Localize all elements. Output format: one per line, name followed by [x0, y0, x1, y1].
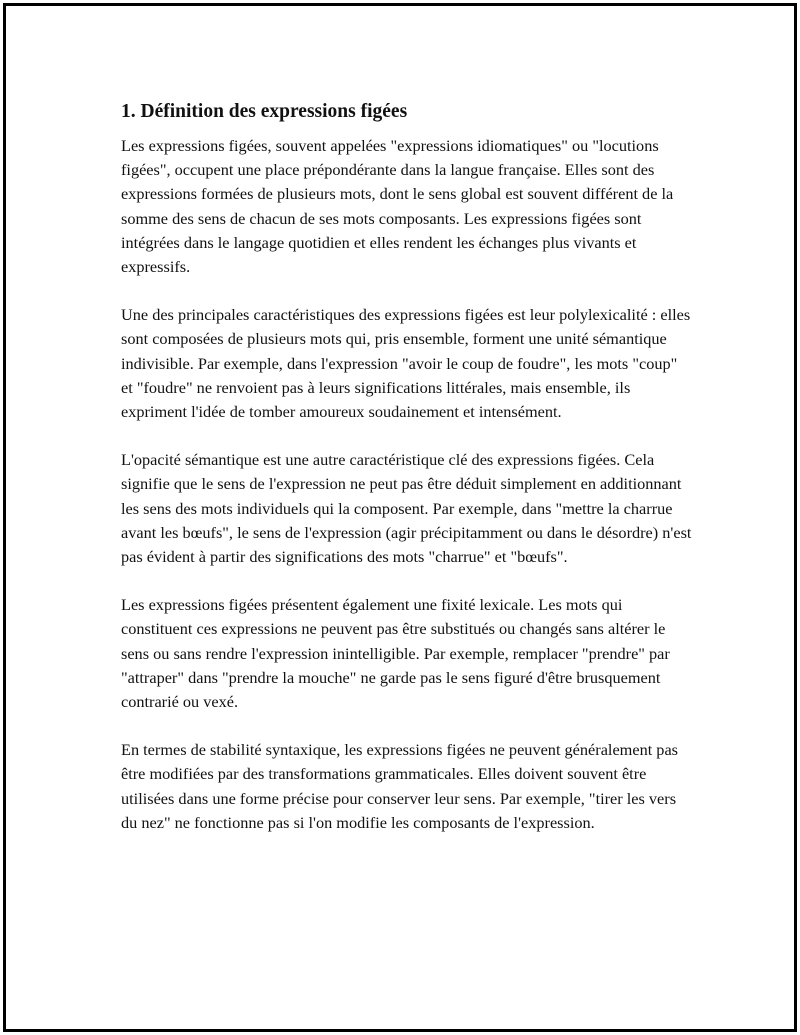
paragraph-opacite-semantique: L'opacité sémantique est une autre caractéristique clé des expressions figées. Cela signifie que le sens de l'expression ne peut pas être déduit simplement en additionnant les sens des mots individuels qui la composent. Par exemple, dans "mettre la charrue avant les bœufs", le sens de l'expression (agir précipitamment ou dans le désordre) n'est pas évident à partir des significations des mots "charrue" et "bœufs".	[121, 450, 692, 567]
paragraph-intro: Les expressions figées, souvent appelées "expressions idiomatiques" ou "locutions figées", occupent une place prépondérante dans la langue française. Elles sont des expressions formées de plusieurs mots, dont le sens global est souvent différent de la somme des sens de chacun de ses mots composants. Les expressions figées sont intégrées dans le langage quotidien et elles rendent les échanges plus vivants et expressifs.	[121, 136, 674, 277]
document-body	[121, 99, 693, 859]
section-heading: 1. Définition des expressions figées	[121, 101, 408, 122]
paragraph-fixite-lexicale: Les expressions figées présentent également une fixité lexicale. Les mots qui constituent ces expressions ne peuvent pas être substitués ou changés sans altérer le sens ou sans rendre l'expression inintelligible. Par exemple, remplacer "prendre" par "attraper" dans "prendre la mouche" ne garde pas le sens figuré d'être brusquement contrarié ou vexé.	[121, 595, 670, 712]
paragraph-polylexicalite: Une des principales caractéristiques des expressions figées est leur polylexicalité : elles sont composées de plusieurs mots qui, pris ensemble, forment une unité sémantique indivisible. Par exemple, dans l'expression "avoir le coup de foudre", les mots "coup" et "foudre" ne renvoient pas à leurs significations littérales, mais ensemble, ils expriment l'idée de tomber amoureux soudainement et intensément.	[121, 305, 691, 422]
page-frame	[3, 3, 797, 1032]
paragraph-stabilite-syntaxique: En termes de stabilité syntaxique, les expressions figées ne peuvent généralement pas être modifiées par des transformations grammaticales. Elles doivent souvent être utilisées dans une forme précise pour conserver leur sens. Par exemple, "tirer les vers du nez" ne fonctionne pas si l'on modifie les composants de l'expression.	[121, 740, 679, 832]
